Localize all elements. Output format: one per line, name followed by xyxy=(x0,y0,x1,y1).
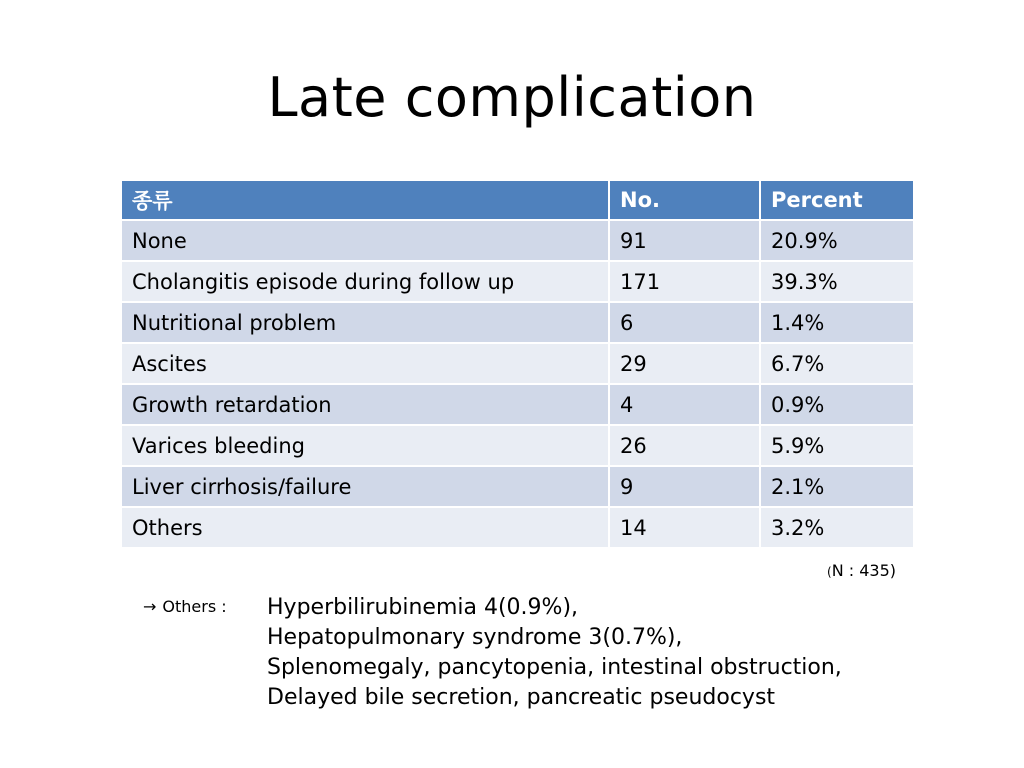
cell-number: 9 xyxy=(609,466,760,507)
cell-type: Others xyxy=(121,507,609,548)
sample-size-note xyxy=(827,561,896,582)
table-row xyxy=(121,220,914,261)
cell-number: 6 xyxy=(609,302,760,343)
table-row xyxy=(121,384,914,425)
cell-number: 171 xyxy=(609,261,760,302)
slide-title: Late complication xyxy=(267,66,757,129)
table-row xyxy=(121,343,914,384)
cell-type: Ascites xyxy=(121,343,609,384)
others-line: Delayed bile secretion, pancreatic pseudocyst xyxy=(267,685,776,710)
table-header-row xyxy=(121,180,914,220)
others-line: Splenomegaly, pancytopenia, intestinal obstruction, xyxy=(267,655,842,680)
cell-type: Growth retardation xyxy=(121,384,609,425)
cell-percent: 5.9% xyxy=(760,425,914,466)
others-lead xyxy=(143,596,227,618)
complication-table-container xyxy=(120,179,913,549)
table-row xyxy=(121,261,914,302)
cell-type: None xyxy=(121,220,609,261)
header-number: No. xyxy=(609,180,760,220)
others-line: Hepatopulmonary syndrome 3(0.7%), xyxy=(267,625,683,650)
cell-number: 29 xyxy=(609,343,760,384)
others-label: Others : xyxy=(162,597,227,616)
table-row xyxy=(121,466,914,507)
cell-type: Liver cirrhosis/failure xyxy=(121,466,609,507)
cell-percent: 39.3% xyxy=(760,261,914,302)
cell-type: Nutritional problem xyxy=(121,302,609,343)
header-percent: Percent xyxy=(760,180,914,220)
cell-number: 14 xyxy=(609,507,760,548)
cell-number: 26 xyxy=(609,425,760,466)
cell-percent: 2.1% xyxy=(760,466,914,507)
cell-type: Cholangitis episode during follow up xyxy=(121,261,609,302)
cell-number: 4 xyxy=(609,384,760,425)
cell-percent: 20.9% xyxy=(760,220,914,261)
cell-percent: 0.9% xyxy=(760,384,914,425)
right-arrow-icon: → xyxy=(143,597,157,616)
cell-type: Varices bleeding xyxy=(121,425,609,466)
sample-size-open-paren: ( xyxy=(827,565,832,579)
sample-size-text: N : 435) xyxy=(831,561,896,580)
cell-percent: 6.7% xyxy=(760,343,914,384)
header-type: 종류 xyxy=(121,180,609,220)
cell-number: 91 xyxy=(609,220,760,261)
table-row xyxy=(121,507,914,548)
table-row xyxy=(121,425,914,466)
table-row xyxy=(121,302,914,343)
others-list xyxy=(267,593,842,713)
cell-percent: 3.2% xyxy=(760,507,914,548)
others-line: Hyperbilirubinemia 4(0.9%), xyxy=(267,595,579,620)
cell-percent: 1.4% xyxy=(760,302,914,343)
complication-table xyxy=(120,179,915,549)
